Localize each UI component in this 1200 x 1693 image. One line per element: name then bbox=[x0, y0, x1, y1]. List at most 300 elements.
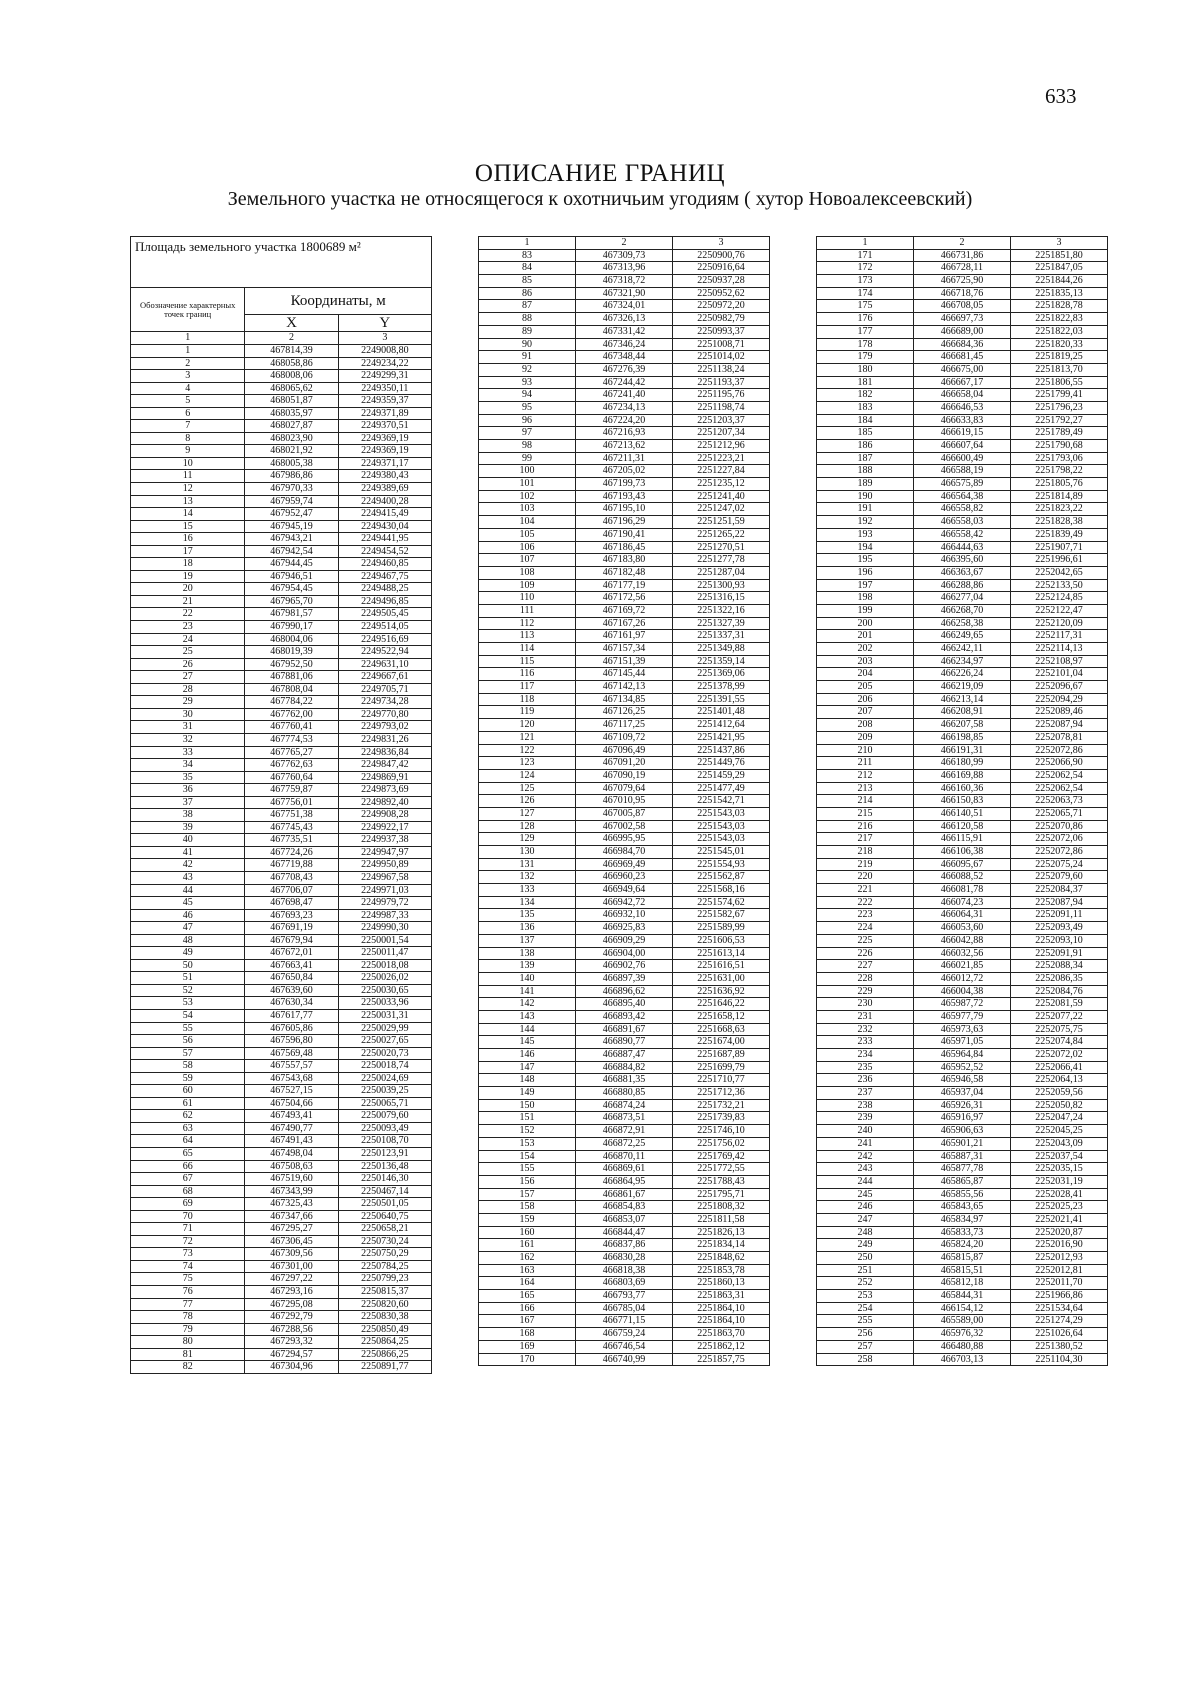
table-row bbox=[131, 621, 432, 634]
point-number-cell: 118 bbox=[479, 693, 576, 706]
point-number-cell: 131 bbox=[479, 858, 576, 871]
point-number-cell: 238 bbox=[817, 1099, 914, 1112]
point-number-cell: 153 bbox=[479, 1137, 576, 1150]
table-row bbox=[131, 1298, 432, 1311]
point-number-cell: 231 bbox=[817, 1010, 914, 1023]
x-coordinate-cell: 467617,77 bbox=[245, 1009, 338, 1022]
y-coordinate-cell: 2251574,62 bbox=[673, 896, 770, 909]
y-coordinate-cell: 2252012,93 bbox=[1011, 1252, 1108, 1265]
x-coordinate-cell: 468023,90 bbox=[245, 432, 338, 445]
y-coordinate-cell: 2252025,23 bbox=[1011, 1201, 1108, 1214]
x-coordinate-cell: 467346,24 bbox=[576, 338, 673, 351]
table-row bbox=[131, 1160, 432, 1173]
point-number-cell: 109 bbox=[479, 579, 576, 592]
table-row bbox=[131, 1022, 432, 1035]
x-coordinate-cell: 466771,15 bbox=[576, 1315, 673, 1328]
y-coordinate-cell: 2252084,37 bbox=[1011, 884, 1108, 897]
x-coordinate-cell: 466960,23 bbox=[576, 871, 673, 884]
point-number-cell: 6 bbox=[131, 407, 245, 420]
table-row bbox=[817, 1264, 1108, 1277]
point-number-cell: 76 bbox=[131, 1286, 245, 1299]
x-coordinate-cell: 467527,15 bbox=[245, 1085, 338, 1098]
point-number-cell: 84 bbox=[479, 262, 576, 275]
x-coordinate-cell: 467596,80 bbox=[245, 1035, 338, 1048]
point-number-cell: 101 bbox=[479, 478, 576, 491]
x-coordinate-cell: 466249,65 bbox=[914, 630, 1011, 643]
table-row bbox=[479, 440, 770, 453]
y-coordinate-cell: 2250864,25 bbox=[338, 1336, 431, 1349]
point-number-cell: 250 bbox=[817, 1252, 914, 1265]
table-row bbox=[817, 1353, 1108, 1366]
x-coordinate-cell: 467493,41 bbox=[245, 1110, 338, 1123]
y-coordinate-cell: 2251788,43 bbox=[673, 1175, 770, 1188]
table-row bbox=[817, 1315, 1108, 1328]
point-number-cell: 222 bbox=[817, 896, 914, 909]
x-coordinate-cell: 466969,49 bbox=[576, 858, 673, 871]
table-row bbox=[131, 721, 432, 734]
table-row bbox=[479, 1315, 770, 1328]
table-row bbox=[817, 452, 1108, 465]
table-row bbox=[479, 630, 770, 643]
point-number-cell: 41 bbox=[131, 846, 245, 859]
column-number-header: 3 bbox=[673, 237, 770, 250]
point-number-cell: 254 bbox=[817, 1302, 914, 1315]
point-number-cell: 202 bbox=[817, 643, 914, 656]
coordinates-table-1-body bbox=[131, 237, 432, 1374]
y-coordinate-cell: 2251712,36 bbox=[673, 1087, 770, 1100]
y-coordinate-cell: 2252087,94 bbox=[1011, 719, 1108, 732]
y-coordinate-cell: 2251477,49 bbox=[673, 782, 770, 795]
table-row bbox=[131, 1198, 432, 1211]
y-coordinate-cell: 2251138,24 bbox=[673, 363, 770, 376]
x-coordinate-cell: 465987,72 bbox=[914, 998, 1011, 1011]
table-row bbox=[479, 1201, 770, 1214]
point-number-cell: 237 bbox=[817, 1087, 914, 1100]
y-coordinate-cell: 2249922,17 bbox=[338, 821, 431, 834]
y-coordinate-cell: 2251316,15 bbox=[673, 592, 770, 605]
point-number-cell: 114 bbox=[479, 643, 576, 656]
point-number-cell: 200 bbox=[817, 617, 914, 630]
y-coordinate-cell: 2252043,09 bbox=[1011, 1137, 1108, 1150]
y-coordinate-cell: 2251412,64 bbox=[673, 719, 770, 732]
point-number-cell: 10 bbox=[131, 457, 245, 470]
x-coordinate-cell: 466689,00 bbox=[914, 325, 1011, 338]
x-coordinate-cell: 465937,04 bbox=[914, 1087, 1011, 1100]
y-coordinate-cell: 2251769,42 bbox=[673, 1150, 770, 1163]
y-coordinate-cell: 2252028,41 bbox=[1011, 1188, 1108, 1201]
x-coordinate-cell: 467294,57 bbox=[245, 1348, 338, 1361]
table-row bbox=[479, 478, 770, 491]
x-coordinate-cell: 467693,23 bbox=[245, 909, 338, 922]
y-coordinate-cell: 2249937,38 bbox=[338, 834, 431, 847]
x-coordinate-cell: 467309,73 bbox=[576, 249, 673, 262]
y-coordinate-cell: 2249971,03 bbox=[338, 884, 431, 897]
point-number-cell: 73 bbox=[131, 1248, 245, 1261]
y-coordinate-cell: 2251826,13 bbox=[673, 1226, 770, 1239]
y-coordinate-cell: 2252120,09 bbox=[1011, 617, 1108, 630]
x-coordinate-cell: 466480,88 bbox=[914, 1340, 1011, 1353]
table-row bbox=[131, 1361, 432, 1374]
y-coordinate-cell: 2252066,41 bbox=[1011, 1061, 1108, 1074]
x-coordinate-cell: 466902,76 bbox=[576, 960, 673, 973]
point-number-cell: 194 bbox=[817, 541, 914, 554]
table-row bbox=[817, 478, 1108, 491]
x-coordinate-cell: 466725,90 bbox=[914, 275, 1011, 288]
point-number-cell: 240 bbox=[817, 1125, 914, 1138]
x-coordinate-cell: 465812,18 bbox=[914, 1277, 1011, 1290]
table-row bbox=[479, 604, 770, 617]
column-number-header: 2 bbox=[914, 237, 1011, 250]
x-coordinate-cell: 467745,43 bbox=[245, 821, 338, 834]
point-number-cell: 217 bbox=[817, 833, 914, 846]
y-coordinate-cell: 2250900,76 bbox=[673, 249, 770, 262]
point-number-cell: 127 bbox=[479, 807, 576, 820]
y-coordinate-cell: 2251739,83 bbox=[673, 1112, 770, 1125]
point-number-cell: 5 bbox=[131, 395, 245, 408]
y-coordinate-cell: 2251193,37 bbox=[673, 376, 770, 389]
x-coordinate-cell: 468004,06 bbox=[245, 633, 338, 646]
point-number-cell: 129 bbox=[479, 833, 576, 846]
x-coordinate-cell: 467292,79 bbox=[245, 1311, 338, 1324]
x-coordinate-cell: 465815,51 bbox=[914, 1264, 1011, 1277]
table-row bbox=[817, 275, 1108, 288]
point-number-cell: 224 bbox=[817, 922, 914, 935]
table-row bbox=[817, 807, 1108, 820]
point-number-cell: 239 bbox=[817, 1112, 914, 1125]
y-coordinate-cell: 2251277,78 bbox=[673, 554, 770, 567]
table-row bbox=[131, 1223, 432, 1236]
x-coordinate-cell: 466708,05 bbox=[914, 300, 1011, 313]
y-coordinate-cell: 2250820,60 bbox=[338, 1298, 431, 1311]
table-row bbox=[817, 1010, 1108, 1023]
y-coordinate-cell: 2249873,69 bbox=[338, 784, 431, 797]
y-coordinate-cell: 2250501,05 bbox=[338, 1198, 431, 1211]
x-coordinate-cell: 466925,83 bbox=[576, 922, 673, 935]
y-coordinate-cell: 2251805,76 bbox=[1011, 478, 1108, 491]
x-coordinate-cell: 466853,07 bbox=[576, 1213, 673, 1226]
table-row bbox=[131, 1273, 432, 1286]
point-number-cell: 17 bbox=[131, 545, 245, 558]
page-number: 633 bbox=[1045, 84, 1077, 108]
y-coordinate-cell: 2252096,67 bbox=[1011, 681, 1108, 694]
table-row bbox=[131, 934, 432, 947]
x-coordinate-cell: 466242,11 bbox=[914, 643, 1011, 656]
y-coordinate-cell: 2249705,71 bbox=[338, 683, 431, 696]
table-row bbox=[817, 313, 1108, 326]
point-number-cell: 148 bbox=[479, 1074, 576, 1087]
table-row bbox=[479, 1099, 770, 1112]
y-coordinate-cell: 2251616,51 bbox=[673, 960, 770, 973]
x-coordinate-cell: 467679,94 bbox=[245, 934, 338, 947]
point-number-cell: 117 bbox=[479, 681, 576, 694]
table-row bbox=[817, 846, 1108, 859]
y-coordinate-cell: 2250030,65 bbox=[338, 984, 431, 997]
point-number-cell: 223 bbox=[817, 909, 914, 922]
point-number-cell: 164 bbox=[479, 1277, 576, 1290]
point-number-cell: 159 bbox=[479, 1213, 576, 1226]
table-row bbox=[131, 1235, 432, 1248]
point-number-cell: 253 bbox=[817, 1290, 914, 1303]
point-number-cell: 95 bbox=[479, 401, 576, 414]
x-coordinate-cell: 467765,27 bbox=[245, 746, 338, 759]
y-coordinate-cell: 2249460,85 bbox=[338, 558, 431, 571]
point-number-cell: 94 bbox=[479, 389, 576, 402]
x-coordinate-cell: 467145,44 bbox=[576, 668, 673, 681]
y-coordinate-cell: 2251606,53 bbox=[673, 934, 770, 947]
x-coordinate-cell: 467195,10 bbox=[576, 503, 673, 516]
x-coordinate-cell: 465834,97 bbox=[914, 1213, 1011, 1226]
y-coordinate-cell: 2251823,22 bbox=[1011, 503, 1108, 516]
table-row bbox=[131, 696, 432, 709]
y-coordinate-cell: 2249892,40 bbox=[338, 796, 431, 809]
table-row bbox=[131, 583, 432, 596]
table-row bbox=[479, 833, 770, 846]
table-row bbox=[817, 1087, 1108, 1100]
table-row bbox=[131, 821, 432, 834]
point-number-cell: 150 bbox=[479, 1099, 576, 1112]
point-number-cell: 20 bbox=[131, 583, 245, 596]
point-number-cell: 257 bbox=[817, 1340, 914, 1353]
point-number-cell: 110 bbox=[479, 592, 576, 605]
y-coordinate-cell: 2251349,88 bbox=[673, 643, 770, 656]
point-number-cell: 258 bbox=[817, 1353, 914, 1366]
point-number-cell: 140 bbox=[479, 972, 576, 985]
y-coordinate-cell: 2249496,85 bbox=[338, 595, 431, 608]
table-row bbox=[131, 646, 432, 659]
x-coordinate-cell: 466830,28 bbox=[576, 1252, 673, 1265]
point-number-cell: 66 bbox=[131, 1160, 245, 1173]
table-row bbox=[817, 643, 1108, 656]
point-number-cell: 4 bbox=[131, 382, 245, 395]
table-row bbox=[131, 420, 432, 433]
x-coordinate-cell: 466837,86 bbox=[576, 1239, 673, 1252]
point-number-cell: 162 bbox=[479, 1252, 576, 1265]
table-row bbox=[131, 708, 432, 721]
y-coordinate-cell: 2250467,14 bbox=[338, 1185, 431, 1198]
table-row bbox=[131, 1323, 432, 1336]
x-coordinate-cell: 466697,73 bbox=[914, 313, 1011, 326]
x-coordinate-cell: 465973,63 bbox=[914, 1023, 1011, 1036]
table-row bbox=[479, 414, 770, 427]
x-coordinate-cell: 466169,88 bbox=[914, 769, 1011, 782]
x-coordinate-cell: 468008,06 bbox=[245, 370, 338, 383]
point-number-cell: 178 bbox=[817, 338, 914, 351]
table-row bbox=[479, 1290, 770, 1303]
point-number-cell: 242 bbox=[817, 1150, 914, 1163]
x-coordinate-cell: 467002,58 bbox=[576, 820, 673, 833]
x-coordinate-cell: 466208,91 bbox=[914, 706, 1011, 719]
table-row bbox=[131, 922, 432, 935]
table-row bbox=[479, 579, 770, 592]
x-coordinate-cell: 467183,80 bbox=[576, 554, 673, 567]
y-coordinate-cell: 2250031,31 bbox=[338, 1009, 431, 1022]
table-row bbox=[131, 884, 432, 897]
y-coordinate-cell: 2252114,13 bbox=[1011, 643, 1108, 656]
y-coordinate-cell: 2250993,37 bbox=[673, 325, 770, 338]
table-row bbox=[479, 503, 770, 516]
point-number-cell: 80 bbox=[131, 1336, 245, 1349]
table-row bbox=[131, 1035, 432, 1048]
point-number-cell: 23 bbox=[131, 621, 245, 634]
x-coordinate-cell: 465946,58 bbox=[914, 1074, 1011, 1087]
y-coordinate-cell: 2251674,00 bbox=[673, 1036, 770, 1049]
table-row bbox=[817, 896, 1108, 909]
point-number-cell: 15 bbox=[131, 520, 245, 533]
table-row bbox=[817, 1074, 1108, 1087]
column-number-header: 3 bbox=[338, 332, 431, 345]
table-row bbox=[479, 1074, 770, 1087]
x-coordinate-cell: 467808,04 bbox=[245, 683, 338, 696]
y-coordinate-cell: 2250937,28 bbox=[673, 275, 770, 288]
table-row bbox=[131, 1311, 432, 1324]
y-coordinate-cell: 2249350,11 bbox=[338, 382, 431, 395]
y-coordinate-cell: 2251848,62 bbox=[673, 1252, 770, 1265]
table-row bbox=[131, 508, 432, 521]
table-row bbox=[479, 1061, 770, 1074]
point-number-cell: 97 bbox=[479, 427, 576, 440]
point-number-cell: 233 bbox=[817, 1036, 914, 1049]
y-coordinate-cell: 2252079,60 bbox=[1011, 871, 1108, 884]
point-number-cell: 204 bbox=[817, 668, 914, 681]
y-coordinate-cell: 2251534,64 bbox=[1011, 1302, 1108, 1315]
x-coordinate-cell: 466884,82 bbox=[576, 1061, 673, 1074]
y-coordinate-cell: 2251822,03 bbox=[1011, 325, 1108, 338]
x-coordinate-cell: 467161,97 bbox=[576, 630, 673, 643]
table-row bbox=[817, 744, 1108, 757]
x-coordinate-cell: 467295,27 bbox=[245, 1223, 338, 1236]
point-number-cell: 155 bbox=[479, 1163, 576, 1176]
table-row bbox=[131, 595, 432, 608]
table-row bbox=[817, 351, 1108, 364]
y-coordinate-cell: 2252020,87 bbox=[1011, 1226, 1108, 1239]
x-coordinate-cell: 467205,02 bbox=[576, 465, 673, 478]
x-coordinate-cell: 467557,57 bbox=[245, 1060, 338, 1073]
table-row bbox=[817, 1340, 1108, 1353]
table-row bbox=[479, 719, 770, 732]
point-number-cell: 161 bbox=[479, 1239, 576, 1252]
table-row bbox=[131, 909, 432, 922]
table-row bbox=[817, 1112, 1108, 1125]
point-number-cell: 63 bbox=[131, 1122, 245, 1135]
y-coordinate-cell: 2252075,24 bbox=[1011, 858, 1108, 871]
point-number-cell: 49 bbox=[131, 947, 245, 960]
table-row bbox=[817, 465, 1108, 478]
point-number-cell: 182 bbox=[817, 389, 914, 402]
x-coordinate-cell: 466785,04 bbox=[576, 1302, 673, 1315]
point-number-cell: 60 bbox=[131, 1085, 245, 1098]
y-coordinate-cell: 2251853,78 bbox=[673, 1264, 770, 1277]
x-coordinate-cell: 468035,97 bbox=[245, 407, 338, 420]
table-row bbox=[479, 1023, 770, 1036]
x-coordinate-cell: 467182,48 bbox=[576, 566, 673, 579]
point-number-cell: 12 bbox=[131, 483, 245, 496]
x-coordinate-cell: 466891,67 bbox=[576, 1023, 673, 1036]
point-number-cell: 126 bbox=[479, 795, 576, 808]
point-number-cell: 9 bbox=[131, 445, 245, 458]
y-coordinate-cell: 2252081,59 bbox=[1011, 998, 1108, 1011]
table-row bbox=[479, 516, 770, 529]
point-number-cell: 103 bbox=[479, 503, 576, 516]
table-row bbox=[817, 757, 1108, 770]
x-coordinate-cell: 466106,38 bbox=[914, 846, 1011, 859]
x-coordinate-cell: 466874,24 bbox=[576, 1099, 673, 1112]
x-coordinate-cell: 467946,51 bbox=[245, 570, 338, 583]
table-row bbox=[131, 809, 432, 822]
x-coordinate-cell: 465887,31 bbox=[914, 1150, 1011, 1163]
table-row bbox=[131, 683, 432, 696]
table-row bbox=[817, 389, 1108, 402]
x-coordinate-cell: 467605,86 bbox=[245, 1022, 338, 1035]
table-row bbox=[131, 1072, 432, 1085]
point-number-cell: 185 bbox=[817, 427, 914, 440]
table-row bbox=[817, 820, 1108, 833]
y-coordinate-cell: 2252101,04 bbox=[1011, 668, 1108, 681]
y-coordinate-cell: 2252059,56 bbox=[1011, 1087, 1108, 1100]
y-coordinate-cell: 2252063,73 bbox=[1011, 795, 1108, 808]
x-coordinate-cell: 467943,21 bbox=[245, 533, 338, 546]
x-coordinate-cell: 466021,85 bbox=[914, 960, 1011, 973]
table-row bbox=[479, 1340, 770, 1353]
table-row bbox=[479, 592, 770, 605]
x-coordinate-cell: 467347,66 bbox=[245, 1210, 338, 1223]
x-coordinate-cell: 466869,61 bbox=[576, 1163, 673, 1176]
point-number-cell: 1 bbox=[131, 345, 245, 358]
point-number-cell: 203 bbox=[817, 655, 914, 668]
table-row bbox=[479, 681, 770, 694]
table-row bbox=[479, 985, 770, 998]
y-coordinate-cell: 2252133,50 bbox=[1011, 579, 1108, 592]
y-coordinate-cell: 2252065,71 bbox=[1011, 807, 1108, 820]
y-coordinate-cell: 2250799,23 bbox=[338, 1273, 431, 1286]
y-coordinate-cell: 2251646,22 bbox=[673, 998, 770, 1011]
point-number-cell: 82 bbox=[131, 1361, 245, 1374]
y-coordinate-cell: 2250866,25 bbox=[338, 1348, 431, 1361]
y-coordinate-cell: 2251459,29 bbox=[673, 769, 770, 782]
point-number-cell: 37 bbox=[131, 796, 245, 809]
point-number-cell: 50 bbox=[131, 959, 245, 972]
x-coordinate-cell: 467295,08 bbox=[245, 1298, 338, 1311]
x-coordinate-cell: 467117,25 bbox=[576, 719, 673, 732]
y-coordinate-cell: 2251907,71 bbox=[1011, 541, 1108, 554]
x-coordinate-cell: 466932,10 bbox=[576, 909, 673, 922]
point-number-cell: 187 bbox=[817, 452, 914, 465]
point-number-cell: 248 bbox=[817, 1226, 914, 1239]
table-row bbox=[817, 1023, 1108, 1036]
y-coordinate-cell: 2249516,69 bbox=[338, 633, 431, 646]
x-coordinate-cell: 467498,04 bbox=[245, 1148, 338, 1161]
table-row bbox=[817, 528, 1108, 541]
point-number-cell: 214 bbox=[817, 795, 914, 808]
y-coordinate-cell: 2251668,63 bbox=[673, 1023, 770, 1036]
x-coordinate-cell: 467186,45 bbox=[576, 541, 673, 554]
x-coordinate-cell: 467630,34 bbox=[245, 997, 338, 1010]
point-number-cell: 181 bbox=[817, 376, 914, 389]
y-coordinate-cell: 2251808,32 bbox=[673, 1201, 770, 1214]
point-number-cell: 42 bbox=[131, 859, 245, 872]
y-coordinate-cell: 2251542,71 bbox=[673, 795, 770, 808]
y-coordinate-cell: 2250108,70 bbox=[338, 1135, 431, 1148]
point-number-cell: 46 bbox=[131, 909, 245, 922]
x-coordinate-cell: 466897,39 bbox=[576, 972, 673, 985]
y-coordinate-cell: 2249369,19 bbox=[338, 445, 431, 458]
table-row bbox=[479, 1264, 770, 1277]
x-coordinate-cell: 466895,40 bbox=[576, 998, 673, 1011]
point-number-cell: 64 bbox=[131, 1135, 245, 1148]
x-coordinate-cell: 467881,06 bbox=[245, 671, 338, 684]
x-coordinate-cell: 467814,39 bbox=[245, 345, 338, 358]
table-row bbox=[131, 746, 432, 759]
point-number-cell: 57 bbox=[131, 1047, 245, 1060]
